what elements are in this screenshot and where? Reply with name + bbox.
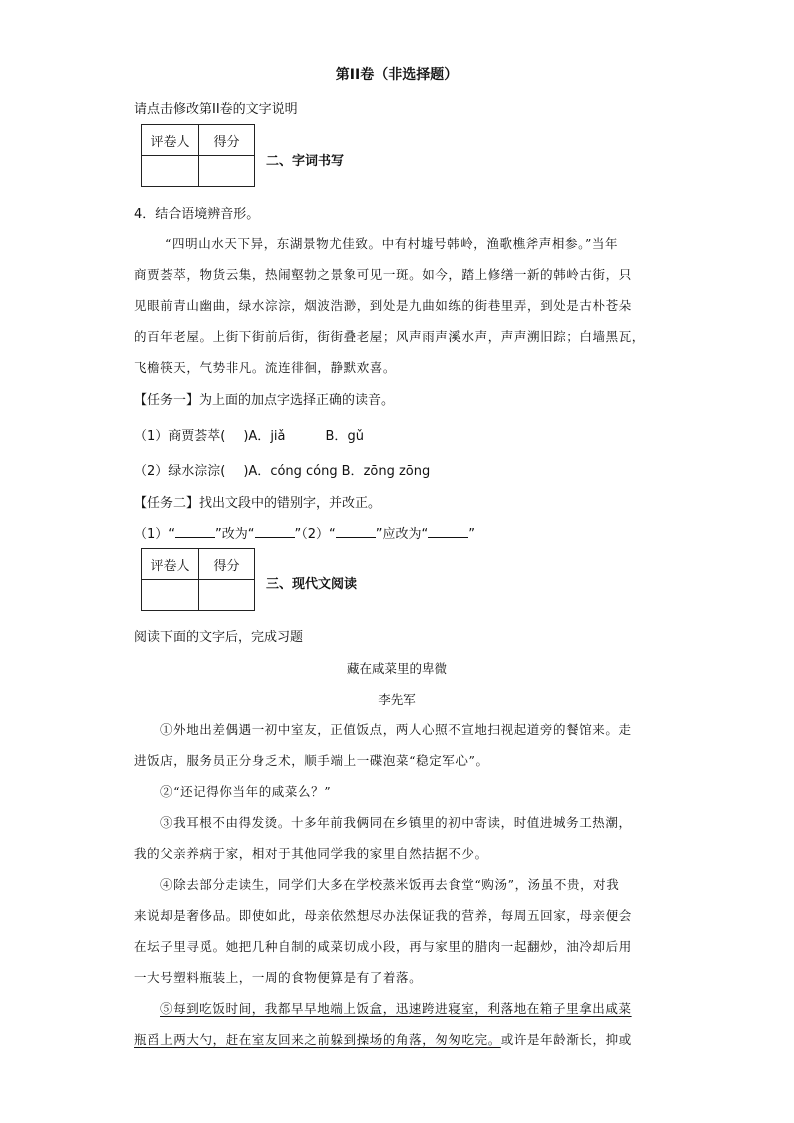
answer-blank[interactable] <box>175 525 215 538</box>
option-close: )A． <box>243 429 271 444</box>
option-row <box>134 425 364 444</box>
answer-blank[interactable] <box>428 525 468 538</box>
paragraph-tail: 或许是年龄渐长，抑或 <box>500 1032 632 1047</box>
paragraph-line <box>134 1030 632 1048</box>
question-stem: 4．结合语境辨音形。 <box>134 207 260 222</box>
paragraph-line: 在坛子里寻觅。她把几种自制的咸菜切成小段，再与家里的腊肉一起翻炒，油冷却后用 <box>134 939 632 954</box>
grader-header: 评卷人 <box>142 125 199 156</box>
blank-text: ”改为“ <box>215 527 255 542</box>
grading-table <box>141 124 255 187</box>
page-title: 第II卷（非选择题） <box>335 67 459 83</box>
grading-table <box>141 548 255 611</box>
paragraph-line: 我的父亲养病于家，相对于其他同学我的家里自然拮据不少。 <box>134 846 488 861</box>
answer-blank[interactable] <box>255 525 295 538</box>
paragraph-line: 进饭店，服务员正分身乏术，顺手端上一碟泡菜“稳定军心”。 <box>134 753 489 768</box>
passage-line: 的百年老屋。上街下街前后街，街街叠老屋；风声雨声溪水声，声声溯旧踪；白墙黑瓦， <box>134 329 645 344</box>
passage-line: 飞檐筷天，气势非凡。流连徘徊，静默欢喜。 <box>134 360 397 375</box>
blank-text: ”应改为“ <box>375 527 429 542</box>
blank-text: ”（2）“ <box>294 527 336 542</box>
option-close: )A． <box>243 464 271 479</box>
answer-blank[interactable] <box>336 525 376 538</box>
grader-header: 评卷人 <box>142 549 199 580</box>
passage-line: “四明山水天下异，东湖景物尤佳致。中有村墟号韩岭，渔歌樵斧声相参。”当年 <box>165 236 619 251</box>
section-heading: 二、字词书写 <box>266 154 345 169</box>
instruction-text[interactable]: 请点击修改第II卷的文字说明 <box>134 102 298 117</box>
score-cell[interactable] <box>199 156 255 187</box>
blank-text: ” <box>468 527 475 542</box>
task-heading: 【任务二】找出文段中的错别字，并改正。 <box>134 496 382 511</box>
option-a[interactable]: jiǎ <box>270 429 286 444</box>
fill-blank-line <box>134 523 475 542</box>
underlined-sentence: 瓶舀上两大勺，赶在室友回来之前躲到操场的角落，匆匆吃完。 <box>134 1032 501 1047</box>
grader-cell[interactable] <box>142 156 199 187</box>
article-author: 李先军 <box>378 692 416 707</box>
section-heading: 三、现代文阅读 <box>266 577 358 592</box>
option-label: （1）商贾荟萃( <box>134 429 226 444</box>
paragraph-line: ①外地出差偶遇一初中室友，正值饭点，两人心照不宣地扫视起道旁的餐馆来。走 <box>160 722 632 737</box>
blank-text: （1）“ <box>134 527 176 542</box>
paragraph-line: ④除去部分走读生，同学们大多在学校蒸米饭再去食堂“购汤”，汤虽不贵，对我 <box>160 877 620 892</box>
option-a[interactable]: cóng cóng <box>270 464 338 479</box>
paragraph-line: ②“还记得你当年的咸菜么？” <box>160 784 332 799</box>
paragraph-line: 一大号塑料瓶装上，一周的食物便算是有了着落。 <box>134 970 423 985</box>
passage-line: 见眼前青山幽曲，绿水淙淙，烟波浩渺，到处是九曲如练的街巷里弄，到处是古朴苍朵 <box>134 298 632 313</box>
option-b-label: B． <box>341 464 364 479</box>
option-b-label: B． <box>325 429 348 444</box>
article-title: 藏在咸菜里的卑微 <box>346 661 447 676</box>
score-cell[interactable] <box>199 580 255 611</box>
score-header: 得分 <box>199 549 255 580</box>
option-row <box>134 460 430 479</box>
option-b[interactable]: zōng zōng <box>363 464 431 479</box>
passage-line: 商贾荟萃，物货云集，热闹壑勃之景象可见一斑。如今，踏上修缮一新的韩岭古街，只 <box>134 267 632 282</box>
option-b[interactable]: gǔ <box>347 429 364 444</box>
grader-cell[interactable] <box>142 580 199 611</box>
task-heading: 【任务一】为上面的加点字选择正确的读音。 <box>134 393 395 408</box>
reading-instruction: 阅读下面的文字后，完成习题 <box>134 630 304 645</box>
paragraph-line: ③我耳根不由得发烫。十多年前我俩同在乡镇里的初中寄读，时值进城务工热潮， <box>160 815 632 830</box>
option-label: （2）绿水淙淙( <box>134 464 226 479</box>
paragraph-line: 来说却是奢侈品。即使如此，母亲依然想尽办法保证我的营养，每周五回家，母亲便会 <box>134 908 632 923</box>
underlined-paragraph-line: ⑤每到吃饭时间，我都早早地端上饭盒，迅速跨进寝室，利落地在箱子里拿出咸菜 <box>160 1001 632 1016</box>
score-header: 得分 <box>199 125 255 156</box>
